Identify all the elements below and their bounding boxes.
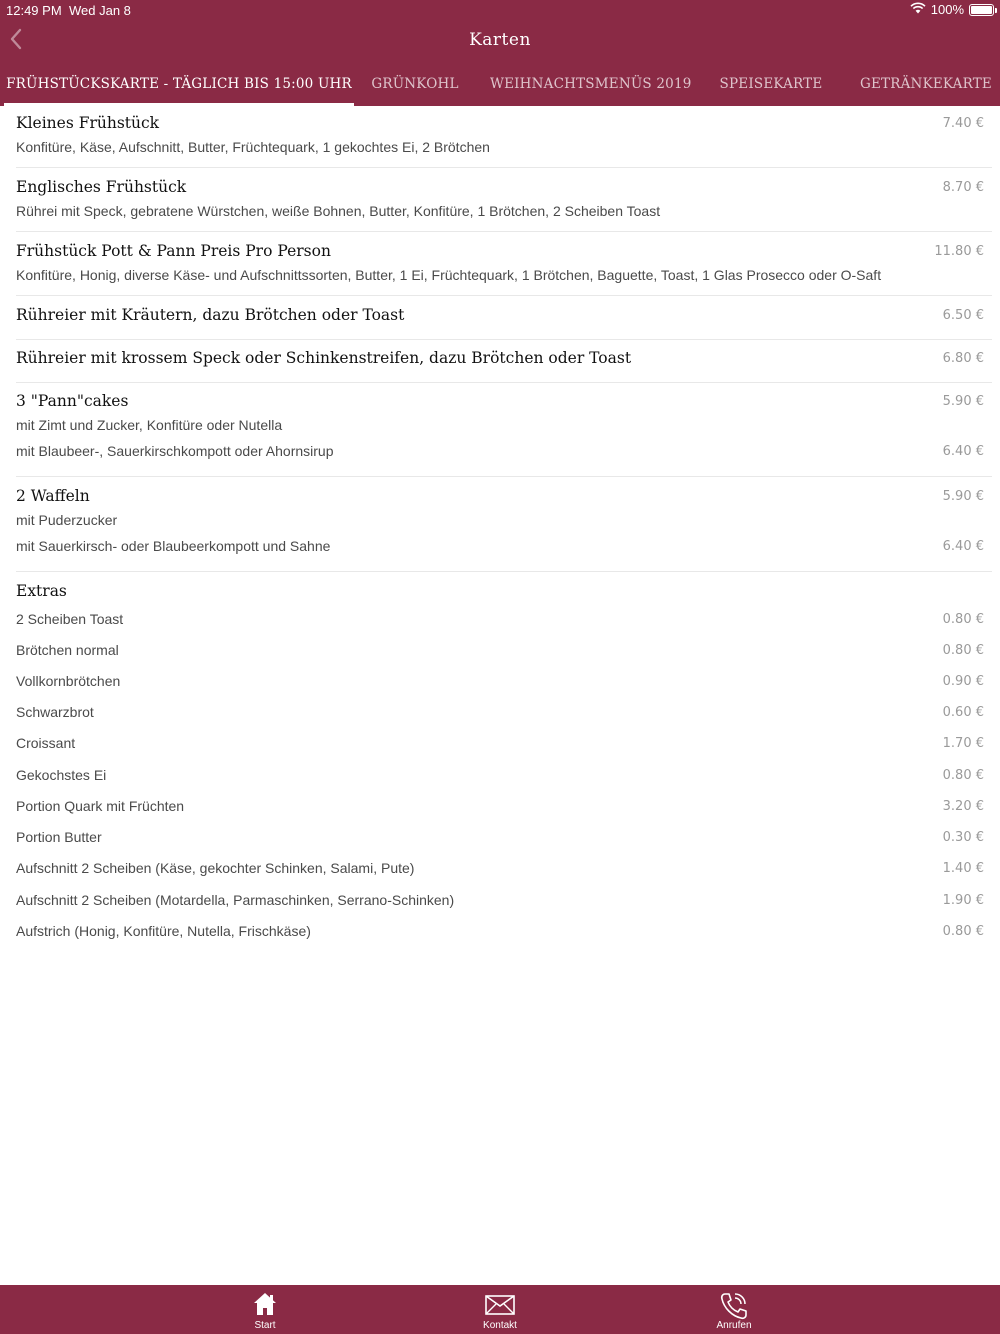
status-time: 12:49 PM (6, 3, 62, 18)
bottom-tab-bar (0, 1285, 1000, 1334)
item-variant: mit Sauerkirsch- oder Blaubeerkompott und Sahne (16, 538, 331, 554)
extra-item-name: Vollkornbrötchen (16, 673, 121, 689)
extra-item-price: 0.90 € (942, 674, 984, 689)
item-variant-price: 6.40 € (942, 539, 984, 554)
tab-speisekarte[interactable]: SPEISEKARTE (719, 76, 823, 92)
item-price: 6.80 € (942, 351, 984, 366)
list-item (0, 170, 1000, 232)
extra-item-name: Portion Butter (16, 829, 102, 845)
category-tabs (0, 72, 1000, 106)
phone-call-icon (674, 1291, 794, 1319)
extra-item-price: 0.60 € (942, 705, 984, 720)
divider (16, 295, 992, 296)
tab-gruenkohl[interactable]: GRÜNKOHL (371, 76, 459, 92)
status-bar (0, 0, 1000, 20)
extra-item-name: Aufstrich (Honig, Konfitüre, Nutella, Frischkäse) (16, 923, 311, 939)
extras-section (0, 574, 1000, 954)
battery-icon (969, 4, 994, 16)
item-description: Konfitüre, Käse, Aufschnitt, Butter, Früchtequark, 1 gekochtes Ei, 2 Brötchen (16, 139, 490, 155)
extra-item-price: 0.80 € (942, 768, 984, 783)
item-price: 5.90 € (942, 394, 984, 409)
list-item (0, 479, 1000, 573)
divider (16, 382, 992, 383)
status-date: Wed Jan 8 (69, 3, 131, 18)
extra-item-price: 1.40 € (942, 861, 984, 876)
item-price: 5.90 € (942, 489, 984, 504)
mail-icon (440, 1291, 560, 1319)
item-description: Konfitüre, Honig, diverse Käse- und Aufschnittssorten, Butter, 1 Ei, Früchtequark, 1 Brötchen, Baguette, Toast, 1 Glas Prosecco oder O-Saft (16, 267, 882, 283)
tabbar-label: Kontakt (483, 1320, 517, 1331)
item-price: 8.70 € (942, 180, 984, 195)
item-name: 3 "Pann"cakes (16, 392, 129, 410)
tab-fruehstueckskarte[interactable]: FRÜHSTÜCKSKARTE - TÄGLICH BIS 15:00 UHR (4, 72, 354, 106)
list-item (0, 384, 1000, 478)
item-name: Kleines Frühstück (16, 114, 160, 132)
extra-item-name: Brötchen normal (16, 642, 119, 658)
home-icon (205, 1291, 325, 1319)
item-price: 11.80 € (934, 244, 984, 259)
tabbar-anrufen[interactable] (674, 1285, 794, 1334)
item-price: 7.40 € (942, 116, 984, 131)
battery-percent: 100% (930, 2, 964, 17)
extra-item-name: Portion Quark mit Früchten (16, 798, 185, 814)
item-name: Englisches Frühstück (16, 178, 187, 196)
status-indicators (910, 2, 994, 17)
item-variant-price: 6.40 € (942, 444, 984, 459)
item-name: Rühreier mit krossem Speck oder Schinkenstreifen, dazu Brötchen oder Toast (16, 349, 632, 367)
extra-item-price: 0.80 € (942, 924, 984, 939)
divider (16, 571, 992, 572)
page-title: Karten (469, 30, 531, 50)
item-variant: mit Blaubeer-, Sauerkirschkompott oder Ahornsirup (16, 443, 334, 459)
list-item (0, 234, 1000, 296)
list-item (0, 341, 1000, 383)
tabbar-start[interactable] (205, 1285, 325, 1334)
extra-item-name: Gekochstes Ei (16, 767, 107, 783)
item-price: 6.50 € (942, 308, 984, 323)
tabbar-kontakt[interactable] (440, 1285, 560, 1334)
item-name: 2 Waffeln (16, 487, 90, 505)
tab-weihnachtsmenues[interactable]: WEIHNACHTSMENÜS 2019 (490, 76, 692, 92)
item-description: mit Puderzucker (16, 512, 118, 528)
divider (16, 231, 992, 232)
extra-item-price: 0.80 € (942, 612, 984, 627)
divider (16, 167, 992, 168)
extra-item-name: 2 Scheiben Toast (16, 611, 124, 627)
app-header (0, 0, 1000, 106)
tab-getraenkekarte[interactable]: GETRÄNKEKARTE (860, 76, 992, 92)
list-item (0, 106, 1000, 168)
list-item (0, 298, 1000, 340)
divider (16, 339, 992, 340)
extra-item-name: Schwarzbrot (16, 704, 94, 720)
item-name: Frühstück Pott & Pann Preis Pro Person (16, 242, 331, 260)
extra-item-price: 1.90 € (942, 893, 984, 908)
divider (16, 476, 992, 477)
item-description: mit Zimt und Zucker, Konfitüre oder Nutella (16, 417, 283, 433)
wifi-icon (910, 2, 926, 17)
tabbar-label: Start (254, 1320, 276, 1331)
extra-item-price: 0.30 € (942, 830, 984, 845)
extras-title: Extras (16, 582, 67, 600)
extra-item-name: Croissant (16, 735, 76, 751)
item-name: Rühreier mit Kräutern, dazu Brötchen oder Toast (16, 306, 405, 324)
extra-item-price: 3.20 € (942, 799, 984, 814)
extra-item-name: Aufschnitt 2 Scheiben (Käse, gekochter Schinken, Salami, Pute) (16, 860, 415, 876)
extra-item-name: Aufschnitt 2 Scheiben (Motardella, Parmaschinken, Serrano-Schinken) (16, 892, 455, 908)
extra-item-price: 0.80 € (942, 643, 984, 658)
extra-item-price: 1.70 € (942, 736, 984, 751)
tabbar-label: Anrufen (716, 1320, 752, 1331)
item-description: Rührei mit Speck, gebratene Würstchen, weiße Bohnen, Butter, Konfitüre, 1 Brötchen, 2 Scheiben Toast (16, 203, 661, 219)
